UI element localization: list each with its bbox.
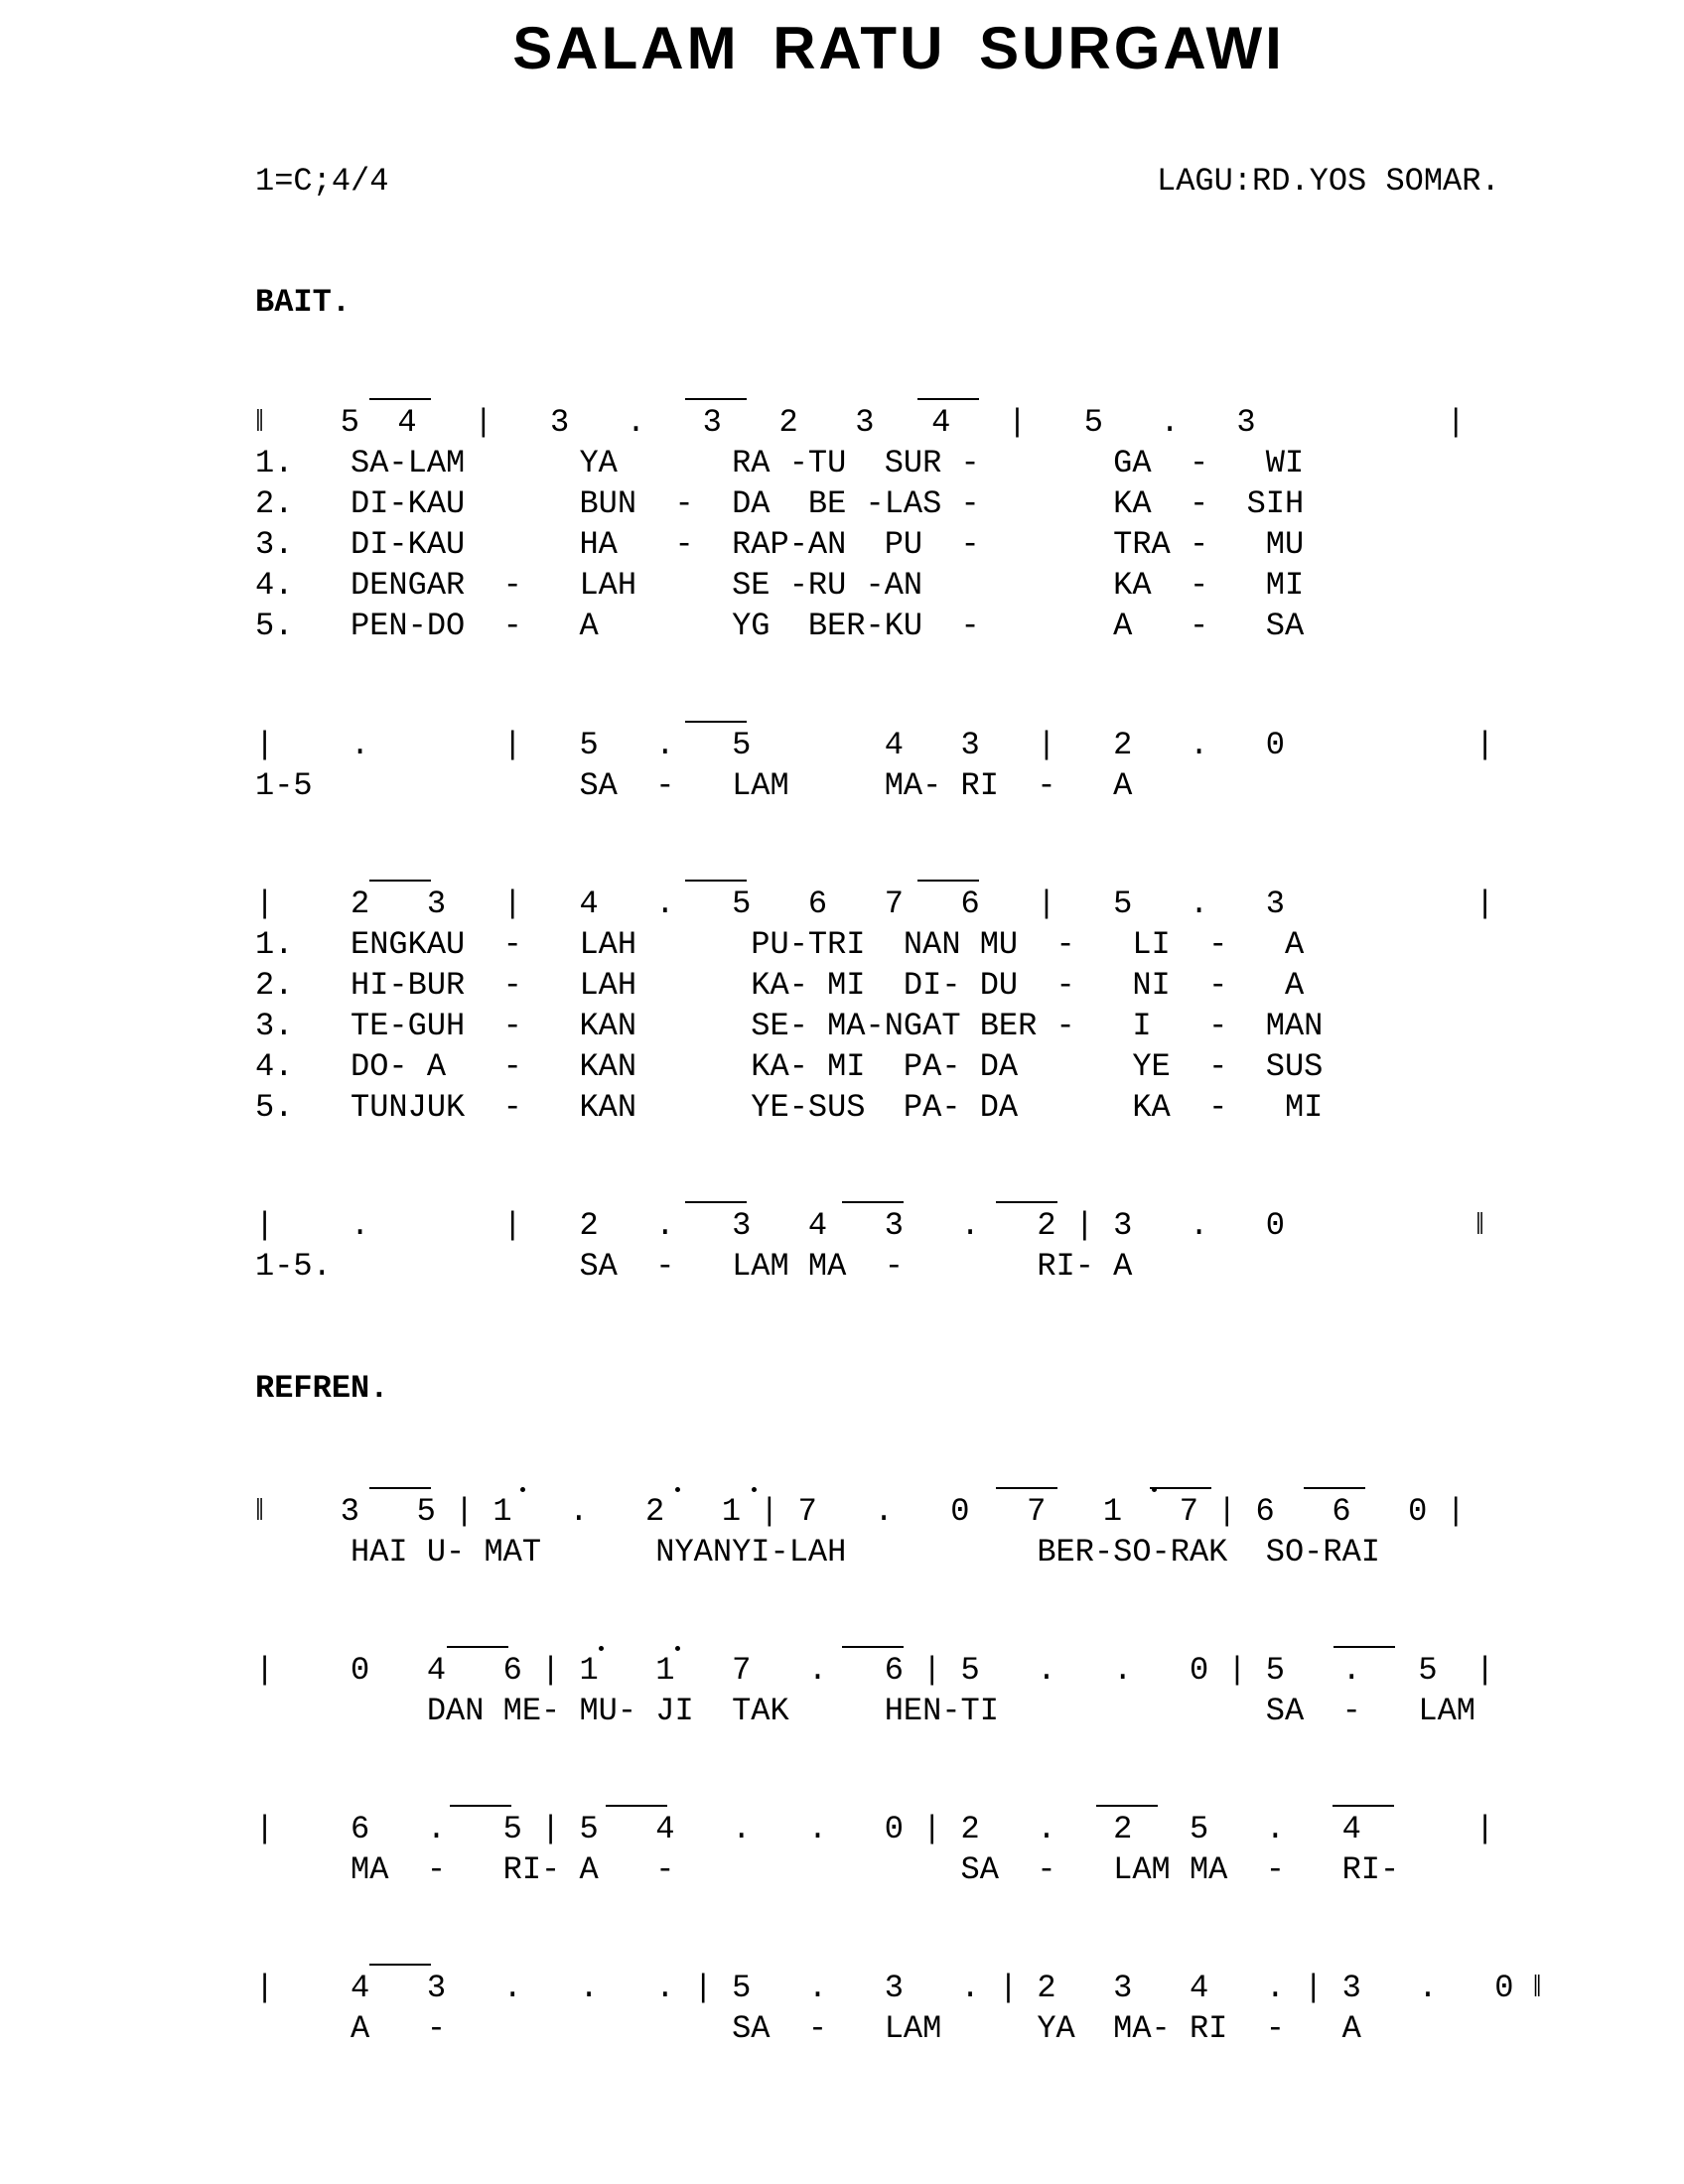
beam-line xyxy=(606,1805,667,1807)
lyric-line: 1. SA-LAM YA RA -TU SUR - GA - WI xyxy=(255,445,1305,481)
lyric-line: 2. DI-KAU BUN - DA BE -LAS - KA - SIH xyxy=(255,485,1305,522)
octave-dot xyxy=(675,1487,680,1492)
beam-line xyxy=(369,1964,431,1966)
beam-line xyxy=(917,880,979,882)
notes-line: | 4 3 . . . | 5 . 3 . | 2 3 4 . | 3 . 0 ‖ xyxy=(255,1970,1542,2006)
beam-line xyxy=(1150,1487,1211,1489)
beam-line xyxy=(369,1487,431,1489)
beam-line xyxy=(1333,1805,1394,1807)
lyric-line: 3. DI-KAU HA - RAP-AN PU - TRA - MU xyxy=(255,526,1305,563)
notes-line: | 6 . 5 | 5 4 . . 0 | 2 . 2 5 . 4 | xyxy=(255,1811,1495,1847)
composer-credit: LAGU:RD.YOS SOMAR. xyxy=(1157,163,1500,200)
key-signature: 1=C;4/4 xyxy=(255,163,389,200)
lyric-line: 2. HI-BUR - LAH KA- MI DI- DU - NI - A xyxy=(255,967,1305,1004)
notes-line: | 2 3 | 4 . 5 6 7 6 | 5 . 3 | xyxy=(255,886,1495,922)
notes-line: | 0 4 6 | 1 1 7 . 6 | 5 . . 0 | 5 . 5 | xyxy=(255,1652,1495,1689)
beam-line xyxy=(685,1201,747,1203)
lyric-line: A - SA - LAM YA MA- RI - A xyxy=(255,2010,1361,2047)
notes-line: ‖ 3 5 | 1 . 2 1 | 7 . 0 7 1 7 | 6 6 0 | xyxy=(255,1493,1466,1530)
beam-line xyxy=(685,398,747,400)
octave-dot xyxy=(520,1487,525,1492)
lyric-line: 3. TE-GUH - KAN SE- MA-NGAT BER - I - MAN xyxy=(255,1008,1324,1044)
lyric-line: 4. DO- A - KAN KA- MI PA- DA YE - SUS xyxy=(255,1048,1324,1085)
beam-line xyxy=(685,880,747,882)
lyric-line: 1-5. SA - LAM MA - RI- A xyxy=(255,1248,1133,1285)
beam-line xyxy=(1096,1805,1158,1807)
beam-line xyxy=(685,721,747,723)
beam-line xyxy=(450,1805,511,1807)
beam-line xyxy=(917,398,979,400)
verse-label: BAIT. xyxy=(255,284,351,321)
lyric-line: MA - RI- A - SA - LAM MA - RI- xyxy=(255,1851,1400,1888)
lyric-line: HAI U- MAT NYANYI-LAH BER-SO-RAK SO-RAI xyxy=(255,1534,1380,1570)
octave-dot xyxy=(1152,1487,1157,1492)
lyric-line: 1-5 SA - LAM MA- RI - A xyxy=(255,767,1133,804)
beam-line xyxy=(842,1646,904,1648)
notes-line: | . | 5 . 5 4 3 | 2 . 0 | xyxy=(255,727,1495,763)
octave-dot xyxy=(599,1646,604,1651)
refrain-label: REFREN. xyxy=(255,1370,389,1407)
lyric-line: 5. TUNJUK - KAN YE-SUS PA- DA KA - MI xyxy=(255,1089,1324,1126)
page-title: SALAM RATU SURGAWI xyxy=(512,15,1285,81)
beam-line xyxy=(1333,1646,1395,1648)
beam-line xyxy=(447,1646,508,1648)
notes-line: ‖ 5 4 | 3 . 3 2 3 4 | 5 . 3 | xyxy=(255,404,1466,441)
beam-line xyxy=(996,1487,1057,1489)
beam-line xyxy=(996,1201,1057,1203)
beam-line xyxy=(842,1201,904,1203)
beam-line xyxy=(369,398,431,400)
lyric-line: 1. ENGKAU - LAH PU-TRI NAN MU - LI - A xyxy=(255,926,1305,963)
notes-line: | . | 2 . 3 4 3 . 2 | 3 . 0 ‖ xyxy=(255,1207,1484,1244)
beam-line xyxy=(1304,1487,1365,1489)
beam-line xyxy=(369,880,431,882)
lyric-line: 5. PEN-DO - A YG BER-KU - A - SA xyxy=(255,608,1305,644)
octave-dot xyxy=(752,1487,757,1492)
octave-dot xyxy=(675,1646,680,1651)
lyric-line: 4. DENGAR - LAH SE -RU -AN KA - MI xyxy=(255,567,1305,604)
lyric-line: DAN ME- MU- JI TAK HEN-TI SA - LAM xyxy=(255,1693,1475,1729)
